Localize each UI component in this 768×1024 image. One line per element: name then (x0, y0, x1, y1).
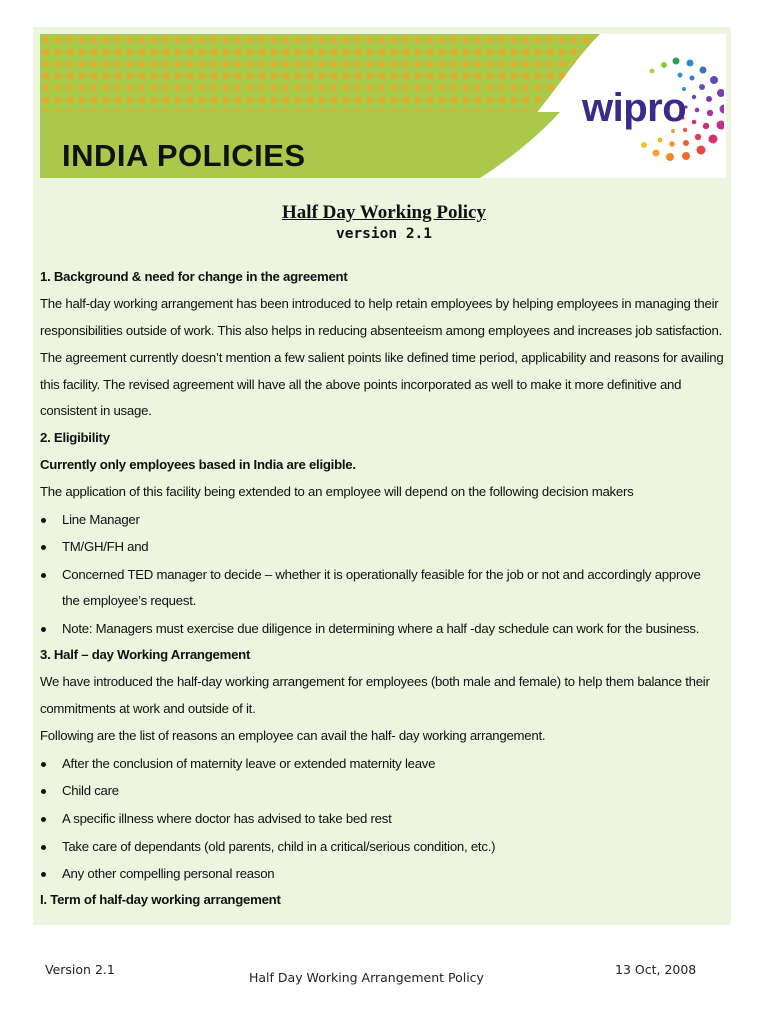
bullet-icon (41, 762, 46, 767)
list-item: Take care of dependants (old parents, child in a critical/serious condition, etc.) (62, 839, 496, 854)
footer-version: Version 2.1 (45, 962, 115, 977)
bullet-icon (41, 518, 46, 523)
document-version: version 2.1 (335, 226, 433, 242)
section-1-line: responsibilities outside of work. This also helps in reducing absenteeism among employees and increases job satisfaction. (40, 323, 723, 338)
document-page (33, 27, 731, 925)
list-item: TM/GH/FH and (62, 539, 149, 554)
section-1-line: consistent in usage. (40, 403, 152, 418)
section-1-heading: 1. Background & need for change in the agreement (40, 269, 348, 284)
list-item-continuation: the employee’s request. (62, 593, 197, 608)
list-item: Note: Managers must exercise due diligence in determining where a half -day schedule can work for the business. (62, 621, 700, 636)
logo-wordmark: wipro (582, 86, 687, 130)
bullet-icon (41, 817, 46, 822)
bullet-icon (41, 872, 46, 877)
section-1-line: The half-day working arrangement has been introduced to help retain employees by helping employees in managing their (40, 296, 719, 311)
section-3-line: We have introduced the half-day working arrangement for employees (both male and female) to help them balance their (40, 674, 710, 689)
header-banner (40, 34, 726, 178)
wipro-logo (564, 54, 724, 164)
bullet-icon (41, 545, 46, 550)
bullet-icon (41, 627, 46, 632)
section-1-line: The agreement currently doesn’t mention a few salient points like defined time period, applicability and reasons for availing (40, 350, 724, 365)
section-3-line: Following are the list of reasons an employee can avail the half- day working arrangement. (40, 728, 546, 743)
footer-date: 13 Oct, 2008 (615, 962, 697, 977)
list-item: Any other compelling personal reason (62, 866, 275, 881)
footer-title: Half Day Working Arrangement Policy (249, 970, 484, 985)
bullet-icon (41, 789, 46, 794)
list-item: A specific illness where doctor has advised to take bed rest (62, 811, 392, 826)
banner-title: INDIA POLICIES (62, 138, 306, 173)
list-item: Child care (62, 783, 119, 798)
list-item: Line Manager (62, 512, 140, 527)
bullet-icon (41, 845, 46, 850)
document-title: Half Day Working Policy (282, 202, 486, 223)
section-2-intro: The application of this facility being extended to an employee will depend on the following decision makers (40, 484, 634, 499)
bullet-icon (41, 573, 46, 578)
section-1-line: this facility. The revised agreement will have all the above points incorporated as well to make it more definitive and (40, 377, 682, 392)
section-3-heading: 3. Half – day Working Arrangement (40, 647, 251, 662)
section-2-heading: 2. Eligibility (40, 430, 110, 445)
section-3-line: commitments at work and outside of it. (40, 701, 256, 716)
term-heading: I. Term of half-day working arrangement (40, 892, 281, 907)
eligibility-statement: Currently only employees based in India are eligible. (40, 457, 356, 472)
list-item: After the conclusion of maternity leave or extended maternity leave (62, 756, 436, 771)
list-item: Concerned TED manager to decide – whether it is operationally feasible for the job or not and accordingly approve (62, 567, 701, 582)
